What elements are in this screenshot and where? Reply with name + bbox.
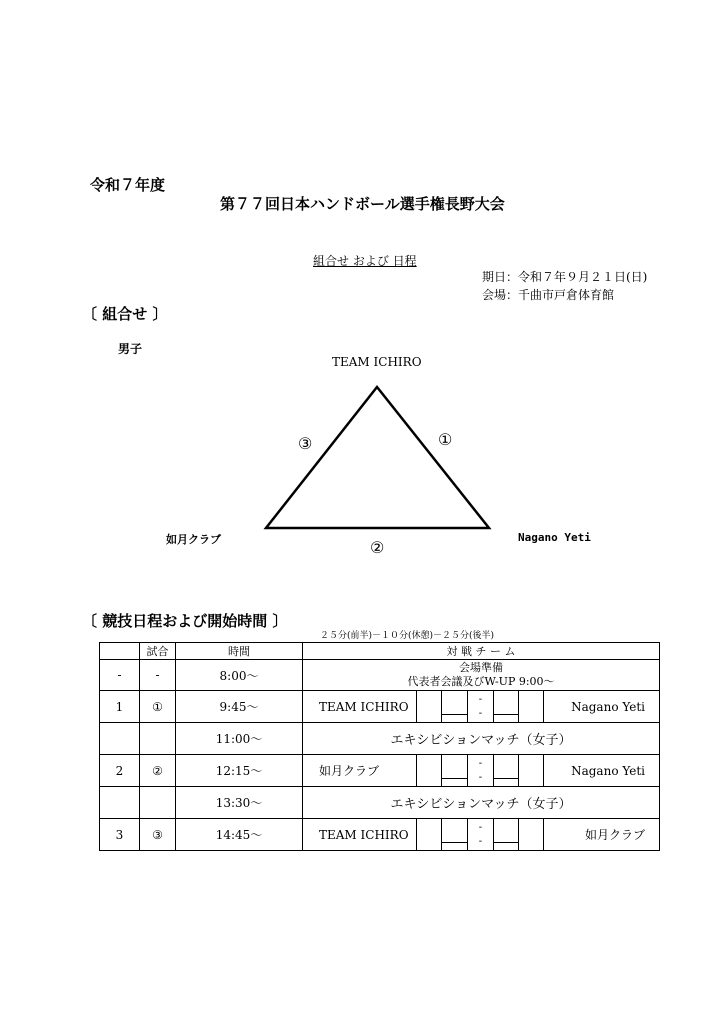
- team-top: TEAM ICHIRO: [332, 355, 422, 369]
- prep-notes: [303, 660, 660, 691]
- score-dash-cell: [468, 755, 494, 787]
- row-time: 13:30～: [176, 787, 303, 819]
- schedule-heading: 〔 競技日程および開始時間 〕: [82, 612, 288, 630]
- half-score-box: [494, 755, 519, 787]
- row-match: [140, 787, 176, 819]
- row-match: -: [140, 660, 176, 691]
- score-box: [417, 755, 442, 787]
- division-label: 男子: [118, 342, 143, 356]
- home-team: TEAM ICHIRO: [303, 691, 417, 723]
- score-dash: -: [478, 771, 483, 783]
- row-time: 12:15～: [176, 755, 303, 787]
- table-row-match-3: [100, 819, 660, 851]
- score-dash: -: [478, 693, 483, 705]
- event-date: 期日：令和７年９月２１日(日): [482, 270, 648, 284]
- score-dash: -: [478, 707, 483, 719]
- exhibition-label: エキシビションマッチ（女子）: [303, 723, 660, 755]
- row-no: 3: [100, 819, 140, 851]
- subtitle: 組合せ および 日程: [313, 254, 417, 268]
- header-no: [100, 643, 140, 660]
- table-row-exhibition-2: [100, 787, 660, 819]
- score-box: [519, 691, 544, 723]
- half-score-box: [442, 691, 468, 723]
- away-team: Nagano Yeti: [544, 691, 660, 723]
- prep-line1: 会場準備: [459, 661, 503, 674]
- row-no: [100, 723, 140, 755]
- score-dash: -: [478, 757, 483, 769]
- half-score-box: [494, 819, 519, 851]
- row-time: 9:45～: [176, 691, 303, 723]
- timing-note: ２５分(前半)－１０分(休憩)－２５分(後半): [320, 631, 495, 641]
- row-match: ①: [140, 691, 176, 723]
- match-marker-3: ③: [298, 434, 313, 453]
- match-marker-2: ②: [370, 538, 385, 557]
- table-row-match-2: [100, 755, 660, 787]
- triangle-shape: [266, 387, 489, 528]
- away-team: 如月クラブ: [544, 819, 660, 851]
- team-right: Nagano Yeti: [518, 531, 591, 544]
- score-box: [417, 819, 442, 851]
- home-team: TEAM ICHIRO: [303, 819, 417, 851]
- header-teams: 対 戦 チ ー ム: [303, 643, 660, 660]
- row-match: [140, 723, 176, 755]
- score-box: [417, 691, 442, 723]
- bracket-heading: 〔 組合せ 〕: [82, 305, 168, 323]
- page-title: 第７７回日本ハンドボール選手権長野大会: [220, 195, 505, 213]
- table-header-row: [100, 643, 660, 660]
- score-dash-cell: [468, 691, 494, 723]
- team-left: 如月クラブ: [166, 533, 221, 546]
- table-row-match-1: [100, 691, 660, 723]
- away-team: Nagano Yeti: [544, 755, 660, 787]
- score-box: [519, 755, 544, 787]
- row-time: 8:00～: [176, 660, 303, 691]
- prep-line2: 代表者会議及びW-UP 9:00～: [407, 675, 555, 688]
- match-marker-1: ①: [438, 430, 453, 449]
- row-time: 11:00～: [176, 723, 303, 755]
- row-no: 1: [100, 691, 140, 723]
- table-row-exhibition-1: [100, 723, 660, 755]
- exhibition-label: エキシビションマッチ（女子）: [303, 787, 660, 819]
- row-match: ③: [140, 819, 176, 851]
- score-dash: -: [478, 835, 483, 847]
- row-match: ②: [140, 755, 176, 787]
- half-score-box: [442, 755, 468, 787]
- score-dash: -: [478, 821, 483, 833]
- header-time: 時間: [176, 643, 303, 660]
- row-no: [100, 787, 140, 819]
- table-row-prep: [100, 660, 660, 691]
- header-match: 試合: [140, 643, 176, 660]
- row-no: 2: [100, 755, 140, 787]
- half-score-box: [494, 691, 519, 723]
- half-score-box: [442, 819, 468, 851]
- row-time: 14:45～: [176, 819, 303, 851]
- event-venue: 会場：千曲市戸倉体育館: [482, 288, 615, 302]
- schedule-table: [99, 642, 660, 851]
- home-team: 如月クラブ: [303, 755, 417, 787]
- era-label: 令和７年度: [90, 176, 166, 194]
- row-no: -: [100, 660, 140, 691]
- score-dash-cell: [468, 819, 494, 851]
- score-box: [519, 819, 544, 851]
